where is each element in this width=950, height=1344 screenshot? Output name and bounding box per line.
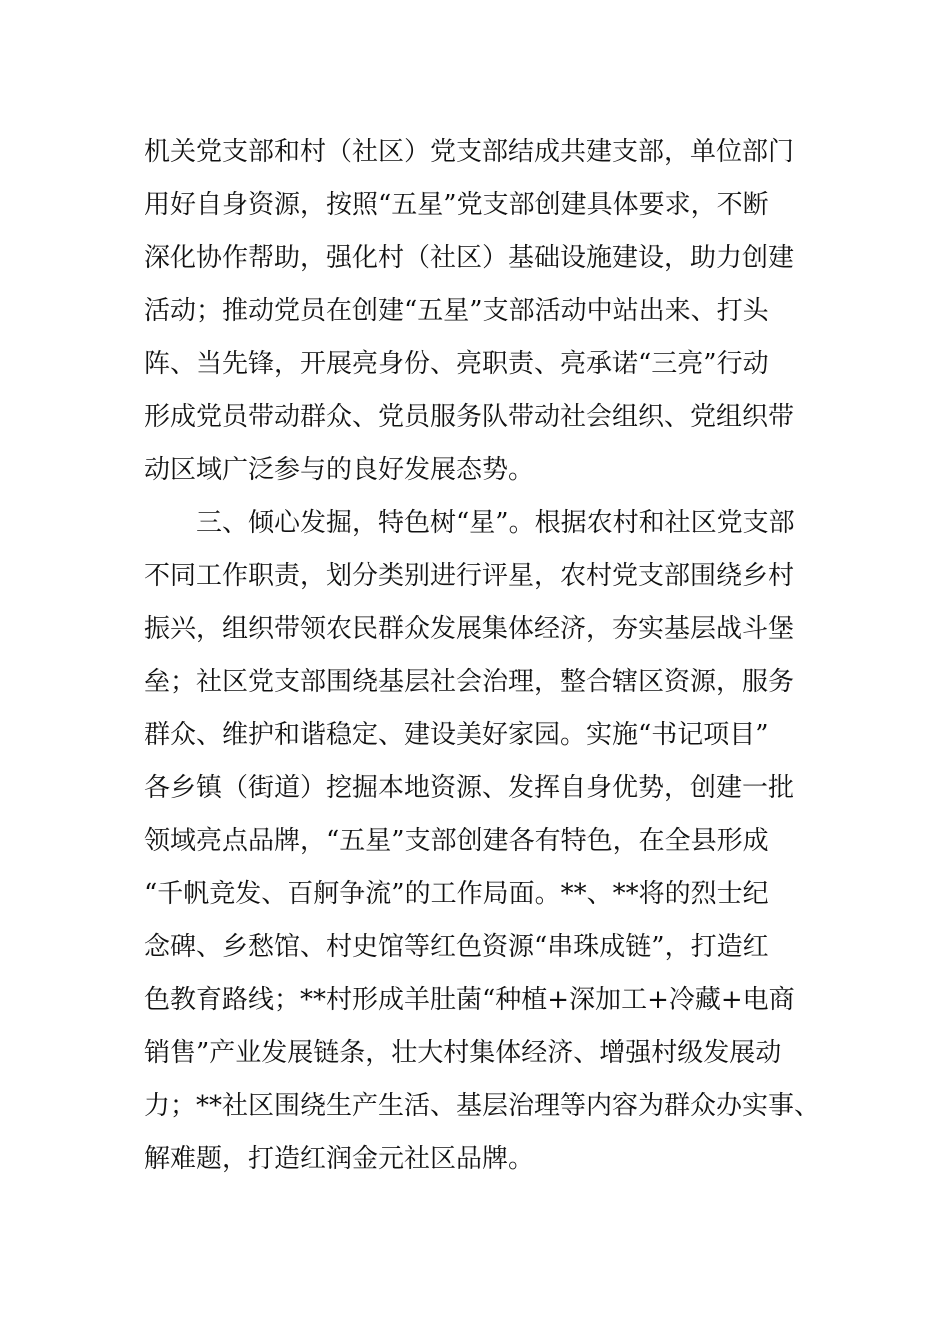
text-line: 动区域广泛参与的良好发展态势。 — [144, 455, 535, 485]
text-line: 各乡镇（街道）挖掘本地资源、发挥自身优势，创建一批 — [144, 773, 795, 803]
text-line: 不同工作职责，划分类别进行评星，农村党支部围绕乡村 — [144, 561, 795, 591]
text-line: 垒；社区党支部围绕基层社会治理，整合辖区资源，服务 — [144, 667, 795, 697]
text-line: 机关党支部和村（社区）党支部结成共建支部，单位部门 — [144, 137, 795, 167]
text-line: 解难题，打造红润金元社区品牌。 — [144, 1144, 535, 1174]
text-line: 领域亮点品牌，“五星”支部创建各有特色，在全县形成 — [144, 826, 769, 856]
section-heading-line: 三、倾心发掘，特色树“星”。根据农村和社区党支部 — [196, 508, 795, 538]
text-line: 用好自身资源，按照“五星”党支部创建具体要求，不断 — [144, 190, 769, 220]
text-line: 形成党员带动群众、党员服务队带动社会组织、党组织带 — [144, 402, 795, 432]
text-line: 念碑、乡愁馆、村史馆等红色资源“串珠成链”，打造红 — [144, 932, 769, 962]
text-line: 阵、当先锋，开展亮身份、亮职责、亮承诺“三亮”行动 — [144, 349, 769, 379]
text-line: “千帆竞发、百舸争流”的工作局面。**、**将的烈士纪 — [144, 879, 769, 909]
text-line: 力；**社区围绕生产生活、基层治理等内容为群众办实事、 — [144, 1091, 821, 1121]
paragraph-2 — [144, 497, 824, 1186]
text-line: 振兴，组织带领农民群众发展集体经济，夯实基层战斗堡 — [144, 614, 795, 644]
text-line: 群众、维护和谐稳定、建设美好家园。实施“书记项目” — [144, 720, 769, 750]
text-line: 色教育路线；**村形成羊肚菌“种植+深加工+冷藏+电商 — [144, 985, 795, 1015]
text-line: 活动；推动党员在创建“五星”支部活动中站出来、打头 — [144, 296, 769, 326]
paragraph-1 — [144, 126, 824, 497]
text-line: 销售”产业发展链条，壮大村集体经济、增强村级发展动 — [144, 1038, 782, 1068]
text-line: 深化协作帮助，强化村（社区）基础设施建设，助力创建 — [144, 243, 795, 273]
document-body — [144, 126, 824, 1186]
